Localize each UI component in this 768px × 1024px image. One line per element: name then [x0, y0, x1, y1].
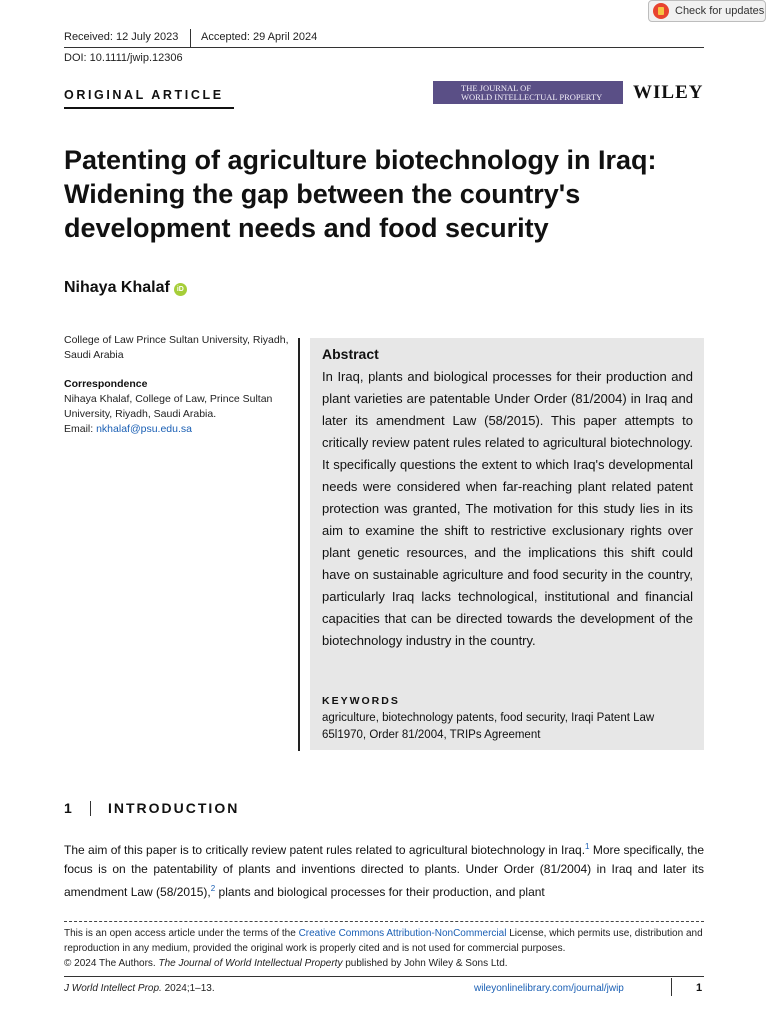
body-text-3: plants and biological processes for their production, and plant [215, 885, 545, 899]
author-name[interactable]: Nihaya Khalaf [64, 279, 170, 296]
section-title: INTRODUCTION [108, 800, 240, 816]
license-text-post: License, which permits use, distribution and reproduction in any medium, provided the original work is properly cited and is not used for commercial purposes. [64, 928, 703, 954]
abstract-heading: Abstract [322, 346, 379, 362]
meta-divider [190, 29, 191, 47]
correspondence-text: Nihaya Khalaf, College of Law, Prince Sultan University, Riyadh, Saudi Arabia. [64, 393, 273, 420]
footnote-ref-1[interactable]: 1 [585, 842, 590, 851]
keywords-text: agriculture, biotechnology patents, food security, Iraqi Patent Law 65l1970, Order 81/2004, TRIPs Agreement [322, 712, 655, 741]
correspondence-email-line [64, 422, 289, 437]
page-divider [671, 978, 672, 996]
abstract-divider [298, 338, 300, 751]
abstract-box [310, 338, 704, 750]
journal-url [474, 983, 624, 994]
article-title: Patenting of agriculture biotechnology in Iraq: Widening the gap between the country's development needs and food security [64, 145, 657, 243]
check-for-updates-button[interactable] [648, 0, 766, 22]
license-note [64, 926, 704, 971]
section-number: 1 [64, 800, 74, 816]
correspondence-label: Correspondence [64, 378, 148, 390]
article-type-rule [64, 107, 234, 109]
email-label: Email: [64, 423, 97, 435]
keywords-heading: KEYWORDS [322, 695, 400, 707]
body-text-2: More specifically, the focus is on the patentability of plants and inventions directed to plants. Under Order (81/2004) in Iraq and later its amendment Law (58/2015), [64, 843, 704, 899]
publisher-logo: WILEY [633, 82, 704, 103]
copyright-post: published by John Wiley & Sons Ltd. [342, 958, 508, 969]
header-rule [64, 47, 704, 48]
accepted-date: Accepted: 29 April 2024 [201, 31, 318, 43]
license-text-pre: This is an open access article under the terms of the [64, 928, 299, 939]
citation-year-pages: 2024;1–13. [161, 983, 215, 994]
journal-logo-line2: WORLD INTELLECTUAL PROPERTY [461, 92, 603, 102]
journal-logo [433, 81, 623, 104]
copyright-journal: The Journal of World Intellectual Property [158, 958, 343, 969]
citation [64, 983, 215, 994]
doi: DOI: 10.1111/jwip.12306 [64, 52, 183, 64]
license-rule [64, 921, 704, 922]
received-date: Received: 12 July 2023 [64, 31, 179, 43]
section-divider [90, 801, 91, 816]
page-number: 1 [696, 982, 703, 994]
license-link[interactable]: Creative Commons Attribution-NonCommercial [298, 928, 507, 939]
footer-rule [64, 976, 704, 977]
journal-logo-line1: THE JOURNAL OF [461, 83, 532, 93]
check-for-updates-label: Check for updates [675, 5, 765, 17]
copyright-pre: © 2024 The Authors. [64, 958, 159, 969]
body-text-1: The aim of this paper is to critically review patent rules related to agricultural biotechnology in Iraq. [64, 843, 586, 857]
footnote-ref-2[interactable]: 2 [210, 884, 216, 893]
author [64, 279, 187, 297]
email-link[interactable]: nkhalaf@psu.edu.sa [96, 423, 192, 435]
citation-journal: J World Intellect Prop. [64, 983, 162, 994]
abstract-text: In Iraq, plants and biological processes for their production and plant varieties are patentable Under Order (81/2004) in Iraq and later its amendment Law (58/2015). This paper attempts to critically review patent rules related to agricultural biotechnology. It specifically questions the extent to which Iraq's developmental needs were considered when far-reaching plant related patent protection was granted, The motivation for this study lies in its aim to examine the shift to restrictive exclusionary rights over plant genetic resources, and the implications this shift could have on sustainable agriculture and food security in the country, particularly Iraq lacks technological, institutional and financial capacities that can be directed towards the development of the biotechnology industry in the country. [322, 369, 693, 648]
correspondence [64, 377, 289, 437]
journal-url-link[interactable]: wileyonlinelibrary.com/journal/jwip [474, 983, 624, 994]
article-type: ORIGINAL ARTICLE [64, 88, 224, 102]
orcid-icon[interactable]: iD [174, 283, 187, 296]
affiliation: College of Law Prince Sultan University, Riyadh, Saudi Arabia [64, 334, 289, 361]
bookmark-icon [653, 3, 669, 19]
body-paragraph [64, 837, 704, 902]
